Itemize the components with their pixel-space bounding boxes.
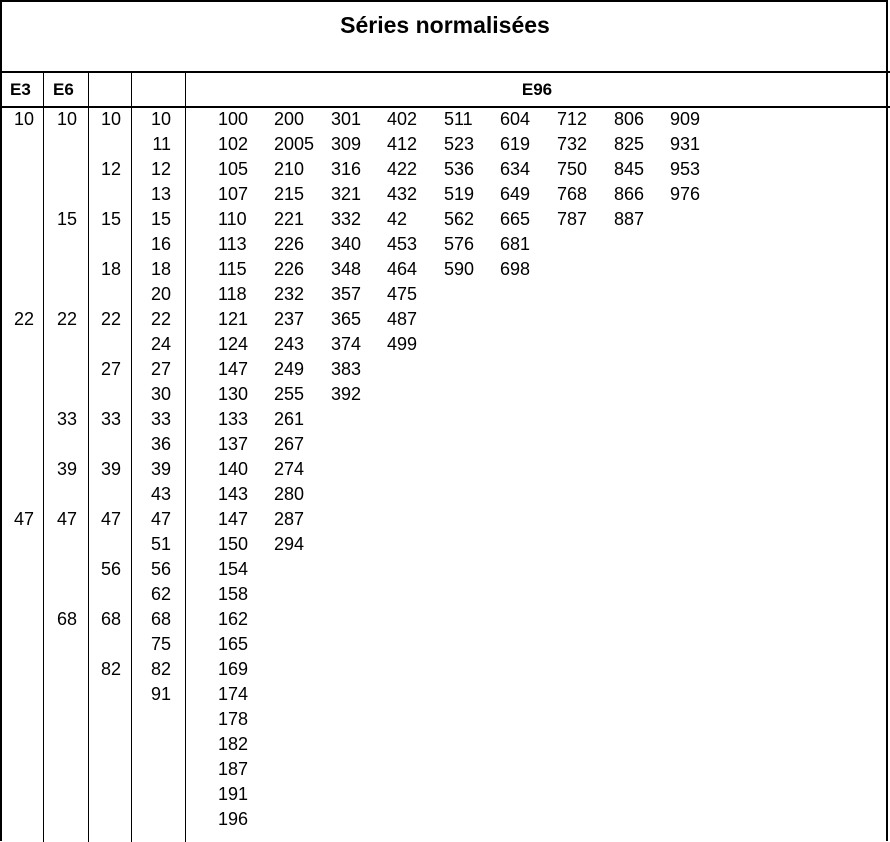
e24-cell: 33	[150, 409, 171, 429]
e6-cell: 10	[56, 109, 77, 129]
e96-cell: 383	[331, 359, 362, 379]
e96-cell: 634	[500, 159, 531, 179]
e96-cell: 432	[387, 184, 418, 204]
e24-cell: 30	[150, 384, 171, 404]
e24-cell: 20	[150, 284, 171, 304]
e96-cell: 499	[387, 334, 418, 354]
e96-cell: 357	[331, 284, 362, 304]
e96-cell: 147	[218, 359, 249, 379]
e12-cell: 56	[100, 559, 121, 579]
e96-cell: 487	[387, 309, 418, 329]
e96-cell: 162	[218, 609, 249, 629]
e96-cell: 191	[218, 784, 249, 804]
e96-cell: 604	[500, 109, 531, 129]
column-divider-4	[185, 72, 186, 842]
e24-cell: 11	[152, 134, 171, 154]
e96-cell: 374	[331, 334, 362, 354]
e96-cell: 178	[218, 709, 249, 729]
e96-cell: 806	[614, 109, 645, 129]
e12-cell: 15	[100, 209, 121, 229]
e96-cell: 232	[274, 284, 305, 304]
e6-cell: 39	[56, 459, 77, 479]
e96-cell: 196	[218, 809, 249, 829]
e96-cell: 750	[557, 159, 588, 179]
e96-cell: 412	[387, 134, 418, 154]
e96-cell: 768	[557, 184, 588, 204]
e96-cell: 221	[274, 209, 305, 229]
e96-cell: 519	[444, 184, 475, 204]
e96-cell: 261	[274, 409, 305, 429]
e12-cell: 27	[100, 359, 121, 379]
e96-cell: 712	[557, 109, 588, 129]
e96-cell: 237	[274, 309, 305, 329]
e24-cell: 16	[150, 234, 171, 254]
e96-cell: 316	[331, 159, 362, 179]
e96-cell: 210	[274, 159, 305, 179]
e96-cell: 280	[274, 484, 305, 504]
e96-cell: 866	[614, 184, 645, 204]
e96-cell: 562	[444, 209, 475, 229]
e24-cell: 82	[150, 659, 171, 679]
e24-cell: 68	[150, 609, 171, 629]
e96-cell: 105	[218, 159, 249, 179]
e24-cell: 47	[150, 509, 171, 529]
e12-cell: 10	[100, 109, 121, 129]
e96-cell: 42	[387, 209, 408, 229]
e96-cell: 825	[614, 134, 645, 154]
e96-cell: 169	[218, 659, 249, 679]
e6-cell: 22	[56, 309, 77, 329]
e96-cell: 523	[444, 134, 475, 154]
e24-cell: 13	[150, 184, 171, 204]
e96-cell: 340	[331, 234, 362, 254]
e24-cell: 62	[150, 584, 171, 604]
e96-cell: 110	[218, 209, 247, 229]
e96-cell: 102	[218, 134, 249, 154]
e96-cell: 976	[670, 184, 701, 204]
e96-cell: 274	[274, 459, 305, 479]
e96-cell: 590	[444, 259, 475, 279]
e24-cell: 18	[150, 259, 171, 279]
e96-cell: 154	[218, 559, 249, 579]
e96-cell: 118	[218, 284, 247, 304]
e3-cell: 22	[13, 309, 34, 329]
e24-cell: 43	[150, 484, 171, 504]
e96-cell: 143	[218, 484, 249, 504]
e12-cell: 82	[100, 659, 121, 679]
e96-cell: 348	[331, 259, 362, 279]
e12-cell: 68	[100, 609, 121, 629]
e96-cell: 165	[218, 634, 249, 654]
e24-cell: 27	[150, 359, 171, 379]
e12-cell: 12	[100, 159, 121, 179]
e96-cell: 845	[614, 159, 645, 179]
e3-cell: 10	[13, 109, 34, 129]
e3-cell: 47	[13, 509, 34, 529]
header-e96: E96	[521, 80, 553, 99]
e96-cell: 124	[218, 334, 249, 354]
e96-cell: 475	[387, 284, 418, 304]
e24-cell: 36	[150, 434, 171, 454]
page-title: Séries normalisées	[340, 12, 550, 38]
e12-cell: 47	[100, 509, 121, 529]
e96-cell: 464	[387, 259, 418, 279]
e24-cell: 15	[150, 209, 171, 229]
e96-cell: 174	[218, 684, 249, 704]
e96-cell: 422	[387, 159, 418, 179]
e96-cell: 107	[218, 184, 249, 204]
e6-cell: 15	[56, 209, 77, 229]
e96-cell: 294	[274, 534, 305, 554]
e96-cell: 133	[218, 409, 249, 429]
e96-cell: 226	[274, 259, 305, 279]
e96-cell: 255	[274, 384, 305, 404]
e96-cell: 665	[500, 209, 531, 229]
e6-cell: 68	[56, 609, 77, 629]
e96-cell: 158	[218, 584, 249, 604]
e96-cell: 576	[444, 234, 475, 254]
e24-cell: 12	[150, 159, 171, 179]
e96-cell: 649	[500, 184, 531, 204]
e96-cell: 249	[274, 359, 305, 379]
e96-cell: 365	[331, 309, 362, 329]
e96-cell: 511	[444, 109, 473, 129]
e96-cell: 100	[218, 109, 249, 129]
e96-cell: 402	[387, 109, 418, 129]
e96-cell: 140	[218, 459, 249, 479]
e96-cell: 732	[557, 134, 588, 154]
e12-cell: 18	[100, 259, 121, 279]
e96-cell: 2005	[274, 134, 315, 154]
e96-cell: 187	[218, 759, 249, 779]
e96-cell: 147	[218, 509, 249, 529]
e12-cell: 22	[100, 309, 121, 329]
e96-cell: 130	[218, 384, 249, 404]
e96-cell: 137	[218, 434, 249, 454]
e96-cell: 681	[500, 234, 531, 254]
e96-cell: 267	[274, 434, 305, 454]
e24-cell: 22	[150, 309, 171, 329]
e24-cell: 75	[150, 634, 171, 654]
e96-cell: 113	[218, 234, 247, 254]
e96-cell: 332	[331, 209, 362, 229]
e96-cell: 619	[500, 134, 531, 154]
e96-cell: 953	[670, 159, 701, 179]
e96-cell: 243	[274, 334, 305, 354]
e96-cell: 698	[500, 259, 531, 279]
e96-cell: 115	[218, 259, 247, 279]
e96-cell: 121	[218, 309, 249, 329]
e24-cell: 10	[150, 109, 171, 129]
e96-cell: 301	[331, 109, 362, 129]
e96-cell: 287	[274, 509, 305, 529]
e24-cell: 56	[150, 559, 171, 579]
e96-cell: 787	[557, 209, 588, 229]
e12-cell: 39	[100, 459, 121, 479]
e96-cell: 453	[387, 234, 418, 254]
e96-cell: 931	[670, 134, 701, 154]
e24-cell: 24	[150, 334, 171, 354]
e96-cell: 200	[274, 109, 305, 129]
e96-cell: 536	[444, 159, 475, 179]
e96-cell: 909	[670, 109, 701, 129]
e6-cell: 33	[56, 409, 77, 429]
e96-cell: 182	[218, 734, 249, 754]
e96-cell: 226	[274, 234, 305, 254]
e24-cell: 51	[150, 534, 171, 554]
e96-cell: 321	[331, 184, 362, 204]
e96-cell: 215	[274, 184, 305, 204]
e24-cell: 91	[150, 684, 171, 704]
e6-cell: 47	[56, 509, 77, 529]
header-e6: E6	[53, 80, 74, 99]
header-e3: E3	[10, 80, 31, 99]
e96-cell: 392	[331, 384, 362, 404]
e12-cell: 33	[100, 409, 121, 429]
e96-cell: 887	[614, 209, 645, 229]
e96-cell: 309	[331, 134, 362, 154]
e96-cell: 150	[218, 534, 249, 554]
e24-cell: 39	[150, 459, 171, 479]
